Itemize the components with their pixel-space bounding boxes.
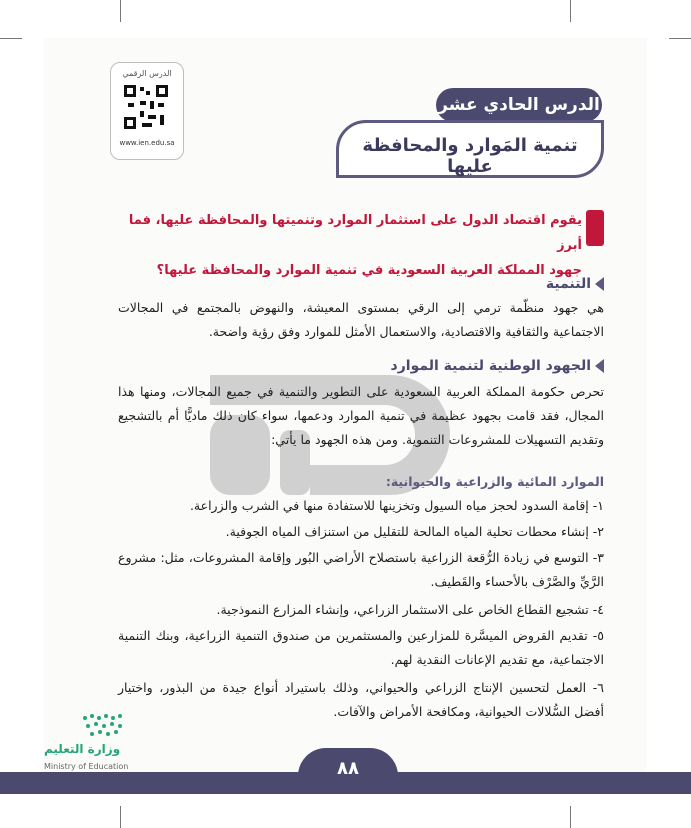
- ministry-name-en: Ministry of Education: [44, 762, 129, 771]
- question-icon: [586, 210, 604, 246]
- ministry-logo-icon: [80, 712, 130, 740]
- list-item: ١- إقامة السدود لحجز مياه السيول وتخزينها للاستفادة منها في الشرب والزراعة.: [189, 498, 604, 513]
- intro-question: [120, 208, 582, 283]
- qr-code-icon: [124, 85, 168, 129]
- list-item: ٤- تشجيع القطاع الخاص على الاستثمار الزراعي، وإنشاء المزارع النموذجية.: [216, 602, 604, 617]
- section-heading-development: [400, 276, 604, 292]
- ministry-name: وزارة التعليم: [44, 742, 121, 756]
- list-item: ٦- العمل لتحسين الإنتاج الزراعي والحيواني، وذلك باستيراد أنواع جيدة من البذور، واختيار أفضل السُّلالات الحيوانية، ومكافحة الأمراض والآفات.: [118, 680, 604, 719]
- crop-mark: [120, 806, 121, 828]
- section-heading-national-efforts: [340, 358, 604, 374]
- development-definition: هي جهود منظّمة ترمي إلى الرقي بمستوى المعيشة، والنهوض بالمجتمع في المجالات الاجتماعية والثقافية والاقتصادية، والاستعمال الأمثل للموارد وفق رؤية واضحة.: [118, 300, 604, 339]
- crop-mark: [0, 38, 22, 39]
- crop-mark: [669, 38, 691, 39]
- crop-mark: [120, 0, 121, 22]
- subheading-water-agri-animal: الموارد المائية والزراعية والحيوانية:: [385, 474, 604, 489]
- national-efforts-paragraph: تحرص حكومة المملكة العربية السعودية على التطوير والتنمية في جميع المجالات، ومنها هذا المجال، فقد قامت بجهود عظيمة في تنمية الموارد ودعمها، سواء كان ذلك ماديًّا أم بالتشجيع وتقديم التسهيلات للمشروعات التنموية. ومن هذه الجهود ما يأتي:: [118, 384, 604, 447]
- crop-mark: [570, 0, 571, 22]
- list-item: ٥- تقديم القروض الميسَّرة للمزارعين والمستثمرين من صندوق التنمية الزراعية، وبنك التنمية الاجتماعية، مع تقديم الإعانات النقدية لهم.: [118, 628, 604, 667]
- page-number: ٨٨: [337, 758, 359, 779]
- crop-mark: [570, 806, 571, 828]
- lesson-number-tab: الدرس الحادي عشر: [436, 88, 602, 122]
- qr-title: الدرس الرقمي: [122, 69, 172, 78]
- question-line-2: جهود المملكة العربية السعودية في تنمية الموارد والمحافظة عليها؟: [156, 263, 582, 278]
- heading-text: التنمية: [545, 276, 591, 292]
- chevron-left-icon: [595, 277, 604, 291]
- list-item: ٣- التوسع في زيادة الرُّقعة الزراعية باستصلاح الأراضي البُور وإقامة المشروعات، مثل: مشروع الرَّيِّ والصَّرْف بالأحساء والقَطيف.: [118, 550, 604, 589]
- qr-url: www.ien.edu.sa: [119, 139, 175, 147]
- lesson-title: تنمية المَوارد والمحافظة عليها: [362, 135, 578, 177]
- heading-text: الجهود الوطنية لتنمية الموارد: [390, 358, 591, 374]
- question-line-1: يقوم اقتصاد الدول على استثمار الموارد وتنميتها والمحافظة عليها، فما أبرز: [128, 213, 582, 253]
- lesson-title-box: [336, 120, 604, 178]
- chevron-left-icon: [595, 359, 604, 373]
- list-item: ٢- إنشاء محطات تحلية المياه المالحة للتقليل من استنزاف المياه الجوفية.: [225, 524, 604, 539]
- digital-lesson-qr-card[interactable]: [110, 62, 184, 160]
